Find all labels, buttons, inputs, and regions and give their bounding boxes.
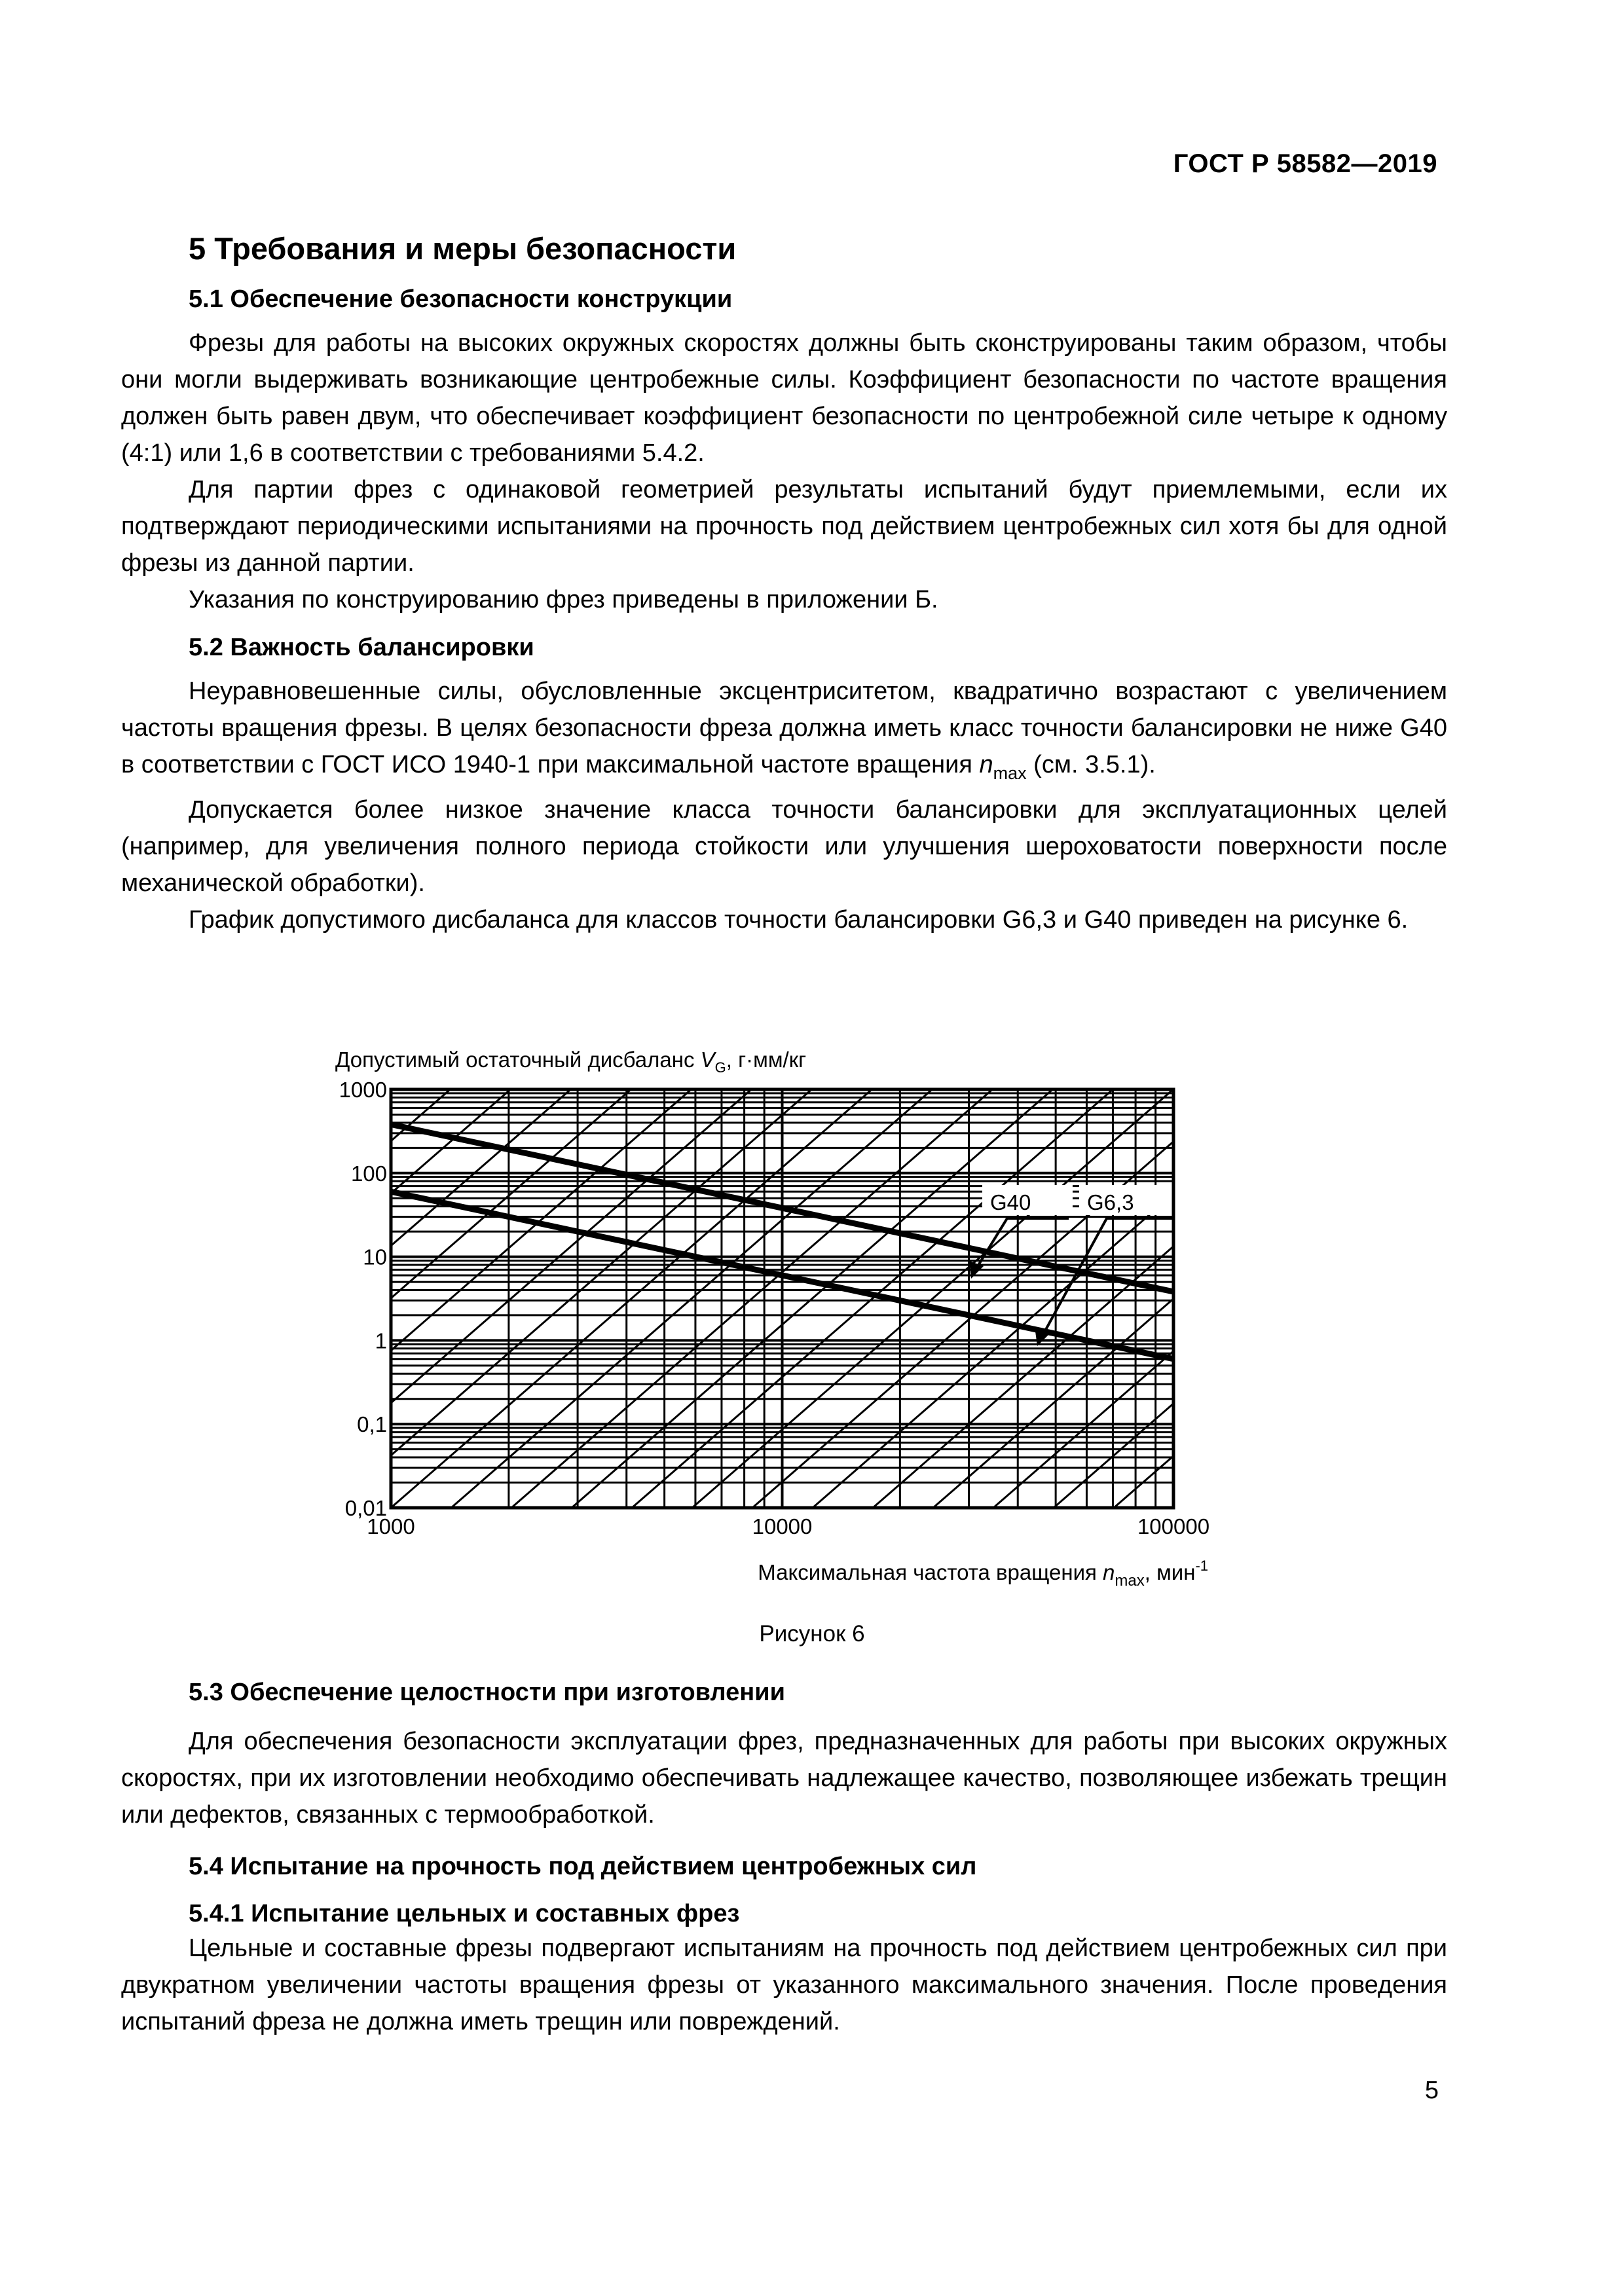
section-5-title: 5 Требования и меры безопасности bbox=[189, 231, 737, 266]
y-tick-label: 0,01 bbox=[344, 1496, 387, 1520]
ylabel-suffix: , г·мм/кг bbox=[726, 1048, 807, 1072]
paragraph-text: (см. 3.5.1). bbox=[1026, 751, 1156, 778]
page-number: 5 bbox=[1424, 2077, 1439, 2104]
section-5-3-title: 5.3 Обеспечение целостности при изготовлении bbox=[189, 1679, 785, 1706]
label-g63: G6,3 bbox=[1087, 1190, 1134, 1214]
section-5-4-1-title: 5.4.1 Испытание цельных и составных фрез bbox=[189, 1900, 740, 1927]
y-tick-label: 1000 bbox=[339, 1078, 387, 1102]
paragraph-text: Неуравновешенные силы, обусловленные эксцентриситетом, квадратично возрастают с увеличением частоты вращения фрезы. В целях безопасности фреза должна иметь класс точности балансировки не ниже G40 в соответствии с ГОСТ ИСО 1940-1 при максимальной частоте вращения bbox=[121, 678, 1447, 778]
section-5-1-title: 5.1 Обеспечение безопасности конструкции bbox=[189, 285, 733, 313]
section-5-2-title: 5.2 Важность балансировки bbox=[189, 634, 534, 661]
page-header-standard-id: ГОСТ Р 58582—2019 bbox=[1173, 149, 1437, 178]
paragraph bbox=[121, 673, 1447, 792]
diagonal-line bbox=[1174, 1041, 1244, 1508]
paragraph: Указания по конструированию фрез приведены в приложении Б. bbox=[189, 586, 938, 613]
y-tick-label: 10 bbox=[363, 1245, 387, 1269]
y-tick-label: 0,1 bbox=[357, 1412, 387, 1437]
paragraph: График допустимого дисбаланса для классов точности балансировки G6,3 и G40 приведен на рисунке 6. bbox=[189, 906, 1409, 934]
paragraph: Цельные и составные фрезы подвергают испытаниям на прочность под действием центробежных сил при двукратном увеличении частоты вращения фрезы от указанного максимального значения. После проведения испытаний фреза не должна иметь трещин или повреждений. bbox=[121, 1935, 1447, 2035]
x-tick-label: 1000 bbox=[367, 1514, 415, 1539]
x-tick-label: 100000 bbox=[1137, 1514, 1210, 1539]
y-tick-label: 1 bbox=[375, 1328, 387, 1353]
y-tick-label: 100 bbox=[350, 1161, 387, 1186]
chart-plot bbox=[314, 1041, 1244, 1604]
paragraph: Фрезы для работы на высоких окружных скоростях должны быть сконструированы таким образом, чтобы они могли выдерживать возникающие центробежные силы. Коэффициент безопасности по частоте вращения должен быть равен двум, что обеспечивает коэффициент безопасности по центробежной силе четыре к одному (4:1) или 1,6 в соответствии с требованиями 5.4.2. bbox=[121, 329, 1447, 467]
ylabel-sub: G bbox=[714, 1059, 726, 1076]
paragraph: Для партии фрез с одинаковой геометрией результаты испытаний будут приемлемыми, если их подтверждают периодическими испытаниями на прочность под действием центробежных сил хотя бы для одной фрезы из данной партии. bbox=[121, 476, 1447, 577]
figure-caption: Рисунок 6 bbox=[759, 1621, 865, 1647]
subscript-max: max bbox=[993, 763, 1027, 783]
label-g40: G40 bbox=[990, 1190, 1031, 1214]
document-body bbox=[121, 216, 1447, 938]
paragraph: Допускается более низкое значение класса точности балансировки для эксплуатационных целей (например, для увеличения полного периода стойкости или улучшения шероховатости поверхности после механической обработки). bbox=[121, 796, 1447, 897]
ylabel-var: V bbox=[700, 1048, 715, 1072]
document-body-lower bbox=[121, 1676, 1447, 2040]
x-axis-label: Максимальная частота вращения $n_{max}$, мин$^{-1}$ bbox=[758, 1558, 1208, 1590]
ylabel-text: Допустимый остаточный дисбаланс bbox=[335, 1048, 701, 1072]
paragraph: Для обеспечения безопасности эксплуатации фрез, предназначенных для работы при высоких окружных скоростях, при их изготовлении необходимо обеспечивать надлежащее качество, позволяющее избежать трещин или дефектов, связанных с термообработкой. bbox=[121, 1728, 1447, 1829]
x-tick-label: 10000 bbox=[752, 1514, 813, 1539]
section-5-4-title: 5.4 Испытание на прочность под действием центробежных сил bbox=[189, 1853, 977, 1880]
figure-6-chart bbox=[314, 1041, 1244, 1604]
variable-n: n bbox=[979, 751, 993, 778]
